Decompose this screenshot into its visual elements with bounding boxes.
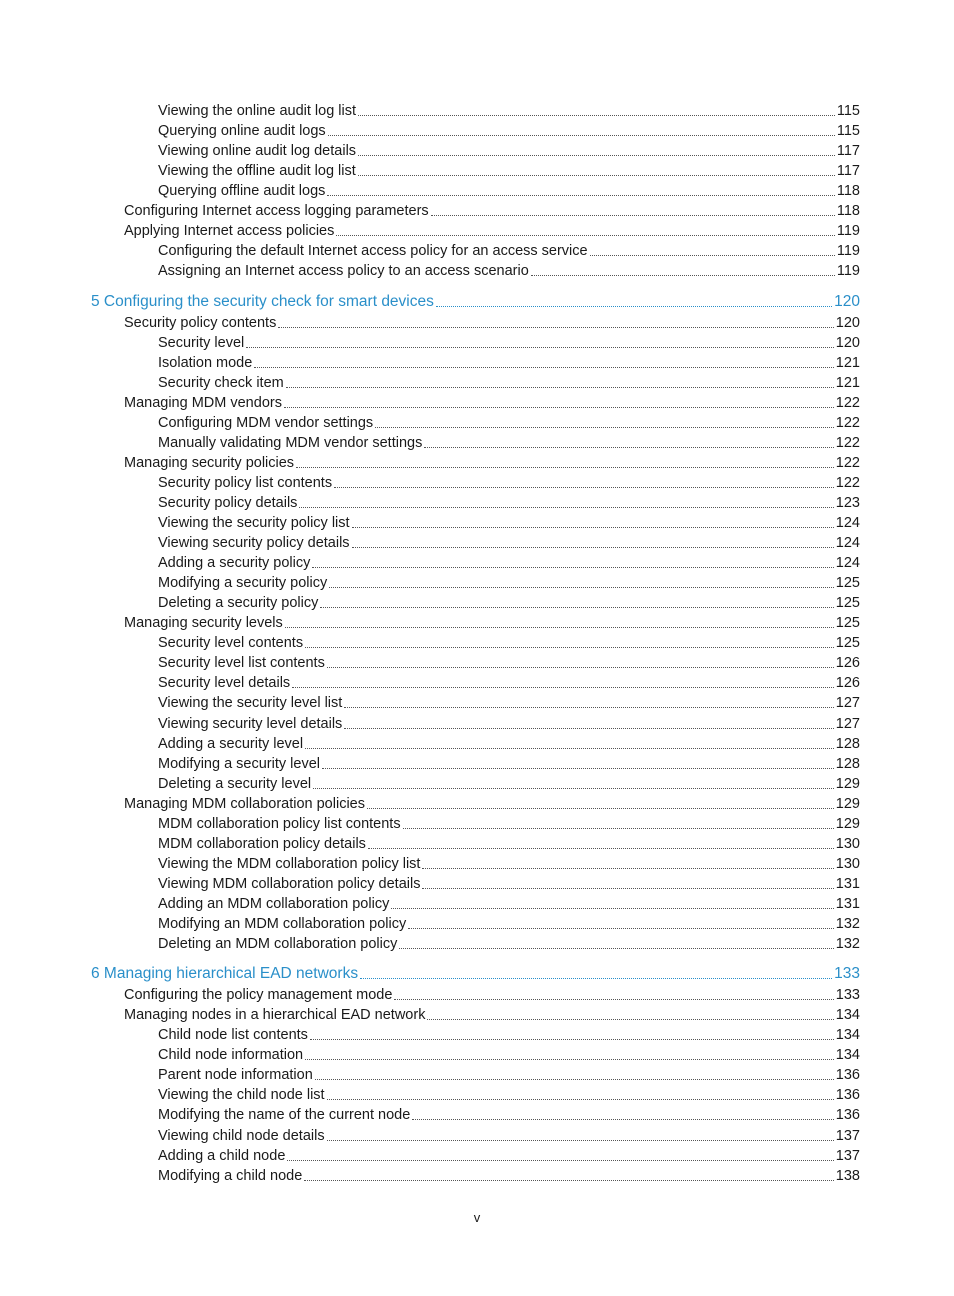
- toc-dot-leader: [278, 327, 833, 328]
- toc-page-number: 136: [835, 1067, 860, 1084]
- toc-entry-link[interactable]: [0, 612, 860, 632]
- toc-chapter-link[interactable]: [0, 291, 860, 311]
- toc-dot-leader: [391, 908, 833, 909]
- toc-entry-link[interactable]: [0, 1044, 860, 1064]
- toc-dot-leader: [422, 868, 833, 869]
- toc-entry-link[interactable]: [0, 1064, 860, 1084]
- toc-entry-title: Viewing the child node list: [158, 1087, 325, 1104]
- toc-page-number: 133: [835, 987, 860, 1004]
- toc-entry-link[interactable]: [0, 120, 860, 140]
- toc-dot-leader: [352, 527, 834, 528]
- toc-page-number: 120: [835, 334, 860, 351]
- toc-page-number: 117: [836, 143, 860, 160]
- toc-entry-link[interactable]: [0, 592, 860, 612]
- toc-page-number: 132: [835, 916, 860, 932]
- toc-entry-title: Querying online audit logs: [158, 123, 326, 139]
- toc-entry-link[interactable]: [0, 432, 860, 452]
- toc-entry-link[interactable]: [0, 532, 860, 552]
- toc-entry-title: MDM collaboration policy list contents: [158, 815, 401, 832]
- toc-dot-leader: [312, 567, 833, 568]
- toc-entry-title: Viewing the security level list: [158, 695, 343, 712]
- toc-page-number: 137: [835, 1127, 860, 1144]
- toc-entry-link[interactable]: [0, 452, 860, 472]
- toc-page-number: 117: [836, 163, 860, 180]
- toc-entry-title: Viewing MDM collaboration policy details: [158, 875, 421, 892]
- toc-entry-link[interactable]: [0, 180, 860, 200]
- toc-dot-leader: [399, 948, 833, 949]
- toc-dot-leader: [284, 407, 834, 408]
- toc-entry-title: Security policy contents: [124, 314, 277, 331]
- toc-entry-title: Security level list contents: [158, 655, 325, 672]
- toc-dot-leader: [320, 607, 833, 608]
- toc-page-number: 118: [836, 203, 860, 220]
- toc-entry-title: 5 Configuring the security check for smart devices: [91, 292, 434, 310]
- toc-entry-link[interactable]: [0, 793, 860, 813]
- toc-dot-leader: [299, 507, 833, 508]
- toc-entry-title: Adding an MDM collaboration policy: [158, 895, 390, 912]
- toc-entry-title: Managing MDM vendors: [124, 394, 282, 411]
- toc-dot-leader: [360, 978, 832, 979]
- toc-entry-title: Security level details: [158, 675, 291, 692]
- toc-entry-link[interactable]: [0, 240, 860, 260]
- toc-dot-leader: [352, 547, 834, 548]
- toc-entry-link[interactable]: [0, 352, 860, 372]
- toc-page-number: 125: [835, 575, 860, 592]
- toc-page-number: 124: [835, 555, 860, 572]
- toc-entry-title: Deleting a security policy: [158, 595, 319, 612]
- toc-dot-leader: [254, 367, 833, 368]
- toc-entry-link[interactable]: [0, 692, 860, 712]
- toc-page-number: 134: [835, 1047, 860, 1064]
- toc-page-number: 131: [835, 895, 860, 912]
- toc-dot-leader: [590, 255, 835, 256]
- toc-dot-leader: [344, 707, 834, 708]
- toc-entry-title: Deleting a security level: [158, 775, 312, 792]
- toc-page-number: 122: [835, 394, 860, 411]
- toc-page-number: 122: [835, 414, 860, 431]
- toc-page-number: 118: [836, 183, 860, 200]
- toc-entry-title: Modifying a security policy: [158, 575, 328, 592]
- toc-entry-link[interactable]: [0, 492, 860, 512]
- toc-page-number: 130: [835, 855, 860, 872]
- toc-entry-link[interactable]: [0, 512, 860, 532]
- toc-page-number: 137: [835, 1147, 860, 1164]
- toc-chapter-link[interactable]: [0, 963, 860, 983]
- toc-entry-title: 6 Managing hierarchical EAD networks: [91, 965, 359, 983]
- toc-dot-leader: [431, 215, 835, 216]
- toc-dot-leader: [327, 667, 834, 668]
- toc-entry-title: Isolation mode: [158, 354, 253, 371]
- toc-dot-leader: [327, 195, 834, 196]
- toc-dot-leader: [427, 1019, 833, 1020]
- toc-page-number: 132: [835, 936, 860, 952]
- toc-entry-title: Configuring the default Internet access policy for an access service: [158, 243, 588, 260]
- toc-entry-title: Modifying a security level: [158, 755, 320, 772]
- toc-entry-link[interactable]: [0, 1024, 860, 1044]
- toc-entry-title: Security check item: [158, 374, 284, 391]
- toc-dot-leader: [292, 687, 834, 688]
- toc-dot-leader: [305, 1059, 834, 1060]
- toc-entry-title: Configuring Internet access logging parameters: [124, 203, 429, 220]
- toc-dot-leader: [246, 347, 834, 348]
- toc-entry-link[interactable]: [0, 672, 860, 692]
- toc-entry-link[interactable]: [0, 392, 860, 412]
- toc-entry-title: Adding a security policy: [158, 555, 311, 572]
- toc-entry-link[interactable]: [0, 833, 860, 853]
- toc-entry-title: Managing security policies: [124, 454, 295, 471]
- toc-page-number: 122: [835, 474, 860, 491]
- toc-page-number: 120: [834, 292, 860, 310]
- toc-dot-leader: [329, 587, 834, 588]
- toc-dot-leader: [315, 1079, 834, 1080]
- toc-dot-leader: [436, 306, 832, 307]
- toc-page-number: 125: [835, 615, 860, 632]
- toc-entry-link[interactable]: [0, 713, 860, 733]
- toc-dot-leader: [336, 235, 835, 236]
- toc-page-number: 115: [836, 123, 860, 139]
- toc-page-number: 124: [835, 515, 860, 531]
- toc-entry-link[interactable]: [0, 1004, 860, 1024]
- toc-dot-leader: [305, 647, 834, 648]
- toc-entry-link[interactable]: [0, 160, 860, 180]
- toc-entry-title: Configuring the policy management mode: [124, 987, 393, 1004]
- toc-page-number: 119: [836, 263, 860, 280]
- toc-dot-leader: [313, 788, 834, 789]
- toc-entry-title: Applying Internet access policies: [124, 223, 335, 240]
- toc-entry-link[interactable]: [0, 1145, 860, 1165]
- toc-dot-leader: [305, 748, 834, 749]
- toc-dot-leader: [424, 447, 833, 448]
- toc-entry-title: Managing MDM collaboration policies: [124, 795, 365, 812]
- toc-entry-link[interactable]: [0, 260, 860, 280]
- toc-dot-leader: [285, 627, 834, 628]
- toc-entry-link[interactable]: [0, 893, 860, 913]
- toc-page-number: 128: [835, 755, 860, 772]
- toc-dot-leader: [408, 928, 834, 929]
- toc-page-number: 130: [835, 835, 860, 852]
- toc-page-number: 124: [835, 535, 860, 552]
- toc-page-number: 129: [835, 795, 860, 812]
- toc-entry-link[interactable]: [0, 1084, 860, 1104]
- toc-page-number: 121: [835, 354, 860, 371]
- toc-entry-title: MDM collaboration policy details: [158, 835, 366, 852]
- toc-page-number: 129: [835, 815, 860, 832]
- toc-page-number: 129: [835, 775, 860, 792]
- toc-page-number: 122: [835, 454, 860, 471]
- toc-entry-title: Security policy list contents: [158, 474, 333, 491]
- toc-dot-leader: [286, 387, 834, 388]
- toc-page-number: 131: [835, 875, 860, 892]
- toc-dot-leader: [358, 155, 835, 156]
- toc-entry-title: Security level: [158, 334, 245, 351]
- toc-page-number: 127: [835, 715, 860, 732]
- toc-page-number: 126: [835, 675, 860, 692]
- toc-page-number: 136: [835, 1087, 860, 1104]
- toc-dot-leader: [344, 728, 834, 729]
- toc-entry-link[interactable]: [0, 100, 860, 120]
- toc-dot-leader: [322, 768, 834, 769]
- toc-entry-title: Modifying an MDM collaboration policy: [158, 916, 407, 932]
- toc-dot-leader: [375, 427, 834, 428]
- toc-page-number: 125: [835, 635, 860, 652]
- toc-entry-title: Viewing the security policy list: [158, 515, 350, 531]
- toc-entry-link[interactable]: [0, 312, 860, 332]
- toc-entry-title: Child node information: [158, 1047, 304, 1064]
- toc-entry-link[interactable]: [0, 733, 860, 753]
- toc-dot-leader: [394, 999, 833, 1000]
- toc-dot-leader: [358, 175, 835, 176]
- toc-entry-link[interactable]: [0, 572, 860, 592]
- toc-page-number: 122: [835, 434, 860, 451]
- toc-dot-leader: [296, 467, 834, 468]
- toc-entry-link[interactable]: [0, 813, 860, 833]
- toc-entry-title: Viewing child node details: [158, 1127, 325, 1144]
- toc-entry-link[interactable]: [0, 933, 860, 953]
- toc-entry-title: Viewing security policy details: [158, 535, 350, 552]
- toc-entry-link[interactable]: [0, 140, 860, 160]
- toc-dot-leader: [287, 1160, 833, 1161]
- toc-entry-link[interactable]: [0, 853, 860, 873]
- toc-entry-link[interactable]: [0, 1104, 860, 1124]
- toc-dot-leader: [328, 135, 835, 136]
- toc-dot-leader: [327, 1140, 834, 1141]
- toc-entry-title: Manually validating MDM vendor settings: [158, 434, 423, 451]
- toc-entry-link[interactable]: [0, 220, 860, 240]
- toc-entry-title: Viewing online audit log details: [158, 143, 357, 160]
- toc-entry-title: Viewing the offline audit log list: [158, 163, 356, 180]
- toc-dot-leader: [358, 115, 835, 116]
- toc-entry-link[interactable]: [0, 652, 860, 672]
- toc-page-number: 136: [835, 1107, 860, 1124]
- toc-page-number: 119: [836, 223, 860, 240]
- toc-page-number: 127: [835, 695, 860, 712]
- toc-entry-link[interactable]: [0, 1165, 860, 1185]
- toc-page-number: 138: [835, 1167, 860, 1184]
- toc-entry-link[interactable]: [0, 200, 860, 220]
- toc-page-number: 119: [836, 243, 860, 260]
- toc-entry-link[interactable]: [0, 472, 860, 492]
- toc-entry-title: Adding a security level: [158, 735, 304, 752]
- toc-dot-leader: [368, 848, 834, 849]
- toc-entry-title: Child node list contents: [158, 1027, 308, 1044]
- toc-dot-leader: [422, 888, 833, 889]
- toc-page-number: 128: [835, 735, 860, 752]
- toc-entry-title: Querying offline audit logs: [158, 183, 326, 200]
- toc-page-number: 134: [835, 1007, 860, 1024]
- toc-entry-title: Modifying the name of the current node: [158, 1107, 411, 1124]
- toc-dot-leader: [367, 808, 834, 809]
- toc-page-number: 134: [835, 1027, 860, 1044]
- toc-entry-link[interactable]: [0, 913, 860, 933]
- toc-entry-link[interactable]: [0, 753, 860, 773]
- toc-entry-title: Managing security levels: [124, 615, 283, 632]
- toc-entry-link[interactable]: [0, 412, 860, 432]
- toc-entry-link[interactable]: [0, 773, 860, 793]
- toc-page-number: 133: [834, 965, 860, 983]
- toc-page-number: 125: [835, 595, 860, 612]
- toc-dot-leader: [403, 828, 834, 829]
- toc-entry-title: Security policy details: [158, 495, 298, 511]
- toc-dot-leader: [412, 1119, 834, 1120]
- toc-entry-link[interactable]: [0, 873, 860, 893]
- toc-entry-title: Deleting an MDM collaboration policy: [158, 936, 398, 952]
- toc-entry-title: Configuring MDM vendor settings: [158, 414, 374, 431]
- toc-dot-leader: [310, 1039, 834, 1040]
- toc-entry-link[interactable]: [0, 1125, 860, 1145]
- toc-entry-link[interactable]: [0, 332, 860, 352]
- toc-entry-title: Adding a child node: [158, 1147, 286, 1164]
- toc-entry-title: Viewing the online audit log list: [158, 103, 357, 119]
- toc-entry-link[interactable]: [0, 372, 860, 392]
- toc-entry-title: Managing nodes in a hierarchical EAD network: [124, 1007, 426, 1024]
- toc-dot-leader: [304, 1180, 834, 1181]
- toc-page-number: 126: [835, 655, 860, 672]
- toc-entry-link[interactable]: [0, 632, 860, 652]
- toc-entry-link[interactable]: [0, 552, 860, 572]
- toc-dot-leader: [334, 487, 834, 488]
- toc-dot-leader: [327, 1099, 834, 1100]
- page-number: v: [473, 1210, 481, 1225]
- toc-entry-title: Parent node information: [158, 1067, 313, 1084]
- toc-page-number: 115: [836, 103, 860, 119]
- toc-entry-title: Security level contents: [158, 635, 304, 652]
- toc-page-number: 123: [835, 495, 860, 511]
- toc-entry-title: Viewing the MDM collaboration policy list: [158, 855, 421, 872]
- toc-entry-title: Modifying a child node: [158, 1167, 303, 1184]
- toc-dot-leader: [531, 275, 835, 276]
- toc-page-number: 120: [835, 314, 860, 331]
- toc-entry-link[interactable]: [0, 984, 860, 1004]
- toc-entry-title: Viewing security level details: [158, 715, 343, 732]
- toc-page-number: 121: [835, 374, 860, 391]
- toc-entry-title: Assigning an Internet access policy to an access scenario: [158, 263, 529, 280]
